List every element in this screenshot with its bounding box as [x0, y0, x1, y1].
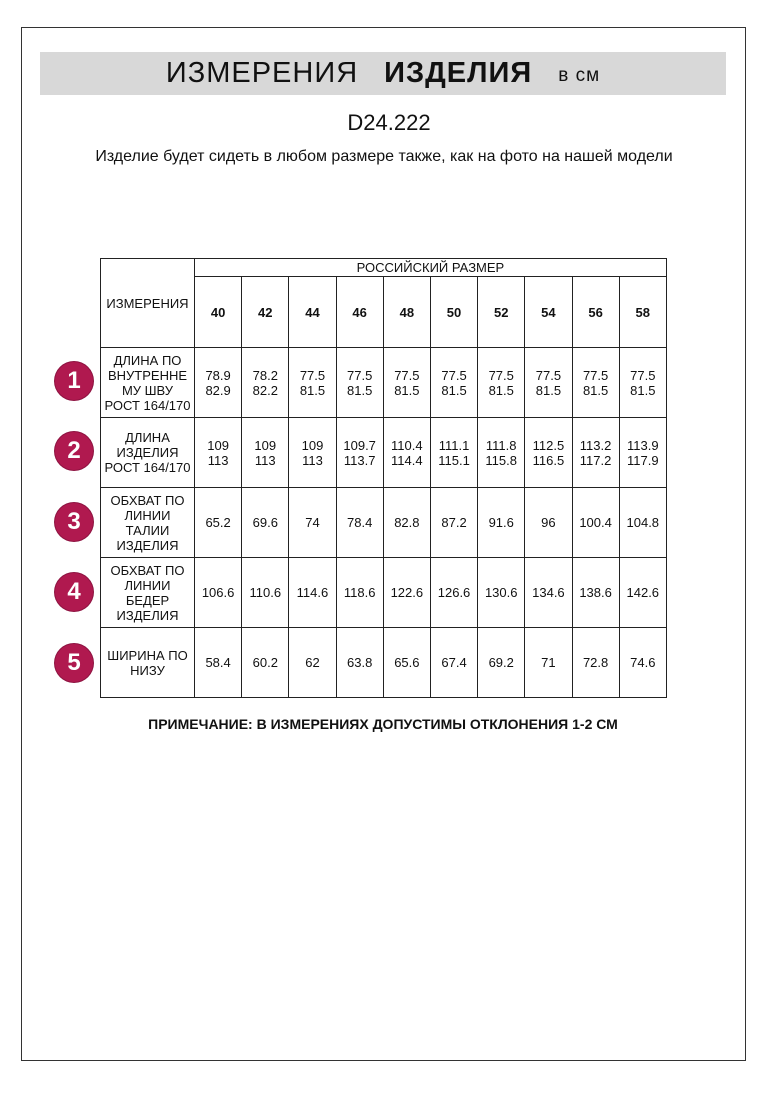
measurement-value-cell: [289, 558, 336, 628]
measurement-label: [101, 628, 195, 698]
size-header: 56: [572, 277, 619, 348]
measurement-value-cell: [525, 348, 572, 418]
measurement-value: 65.6: [394, 655, 420, 670]
size-header: 54: [525, 277, 572, 348]
measurement-label-line: ОБХВАТ ПО: [110, 492, 185, 508]
measurement-value-cell: [289, 348, 336, 418]
measurement-value: 114.6: [296, 585, 329, 600]
measurement-value: 111.1: [438, 437, 470, 453]
measurement-value: 115.8: [485, 452, 517, 468]
measurement-value-cell: [336, 558, 383, 628]
measurement-value-cell: [430, 558, 477, 628]
measurement-label-line: ЛИНИИ: [124, 507, 171, 523]
measurement-value: 78.9: [205, 367, 231, 383]
measurement-value: 77.5: [488, 367, 514, 383]
measurement-value: 65.2: [205, 515, 231, 530]
measurement-value: 77.5: [394, 367, 420, 383]
measurement-value: 109: [301, 437, 324, 453]
measurement-value-cell: [383, 488, 430, 558]
measurement-value: 81.5: [347, 382, 373, 398]
measurement-value: 69.2: [488, 655, 514, 670]
measurement-value-cell: [383, 558, 430, 628]
measurement-value-cell: [572, 418, 619, 488]
size-header: 50: [430, 277, 477, 348]
measurement-row: [101, 558, 667, 628]
measurement-label-line: ИЗДЕЛИЯ: [116, 445, 179, 460]
measurement-value-cell: [619, 418, 666, 488]
measurement-value: 74: [305, 515, 320, 530]
measurement-value: 60.2: [252, 655, 278, 670]
measurement-value-cell: [195, 558, 242, 628]
measurement-value: 77.5: [582, 367, 609, 383]
measurement-value-cell: [619, 488, 666, 558]
row-number-badge: 1: [55, 362, 93, 400]
measurements-header: ИЗМЕРЕНИЯ: [101, 259, 195, 348]
measurement-value: 117.2: [579, 452, 612, 468]
article-code: D24.222: [347, 110, 431, 135]
measurement-value-cell: [619, 348, 666, 418]
measurement-value-cell: [289, 418, 336, 488]
row-number-badge: 5: [55, 644, 93, 682]
measurement-value: 87.2: [441, 515, 467, 530]
measurement-label-line: ОБХВАТ ПО: [110, 562, 185, 578]
measurement-value: 69.6: [252, 515, 278, 530]
size-header: 40: [195, 277, 242, 348]
measurement-value-cell: [242, 558, 289, 628]
row-number-badge: 2: [55, 432, 93, 470]
measurement-value: 71: [541, 655, 556, 670]
measurement-value-cell: [195, 628, 242, 698]
measurement-value: 113: [254, 452, 276, 468]
measurement-value: 77.5: [441, 367, 467, 383]
russian-size-header: РОССИЙСКИЙ РАЗМЕР: [195, 259, 667, 277]
measurement-value-cell: [242, 628, 289, 698]
measurement-value: 82.9: [205, 382, 231, 398]
measurement-label-line: МУ ШВУ: [121, 382, 174, 398]
measurement-value: 106.6: [201, 585, 235, 600]
size-header: 52: [478, 277, 525, 348]
measurement-value-cell: [383, 418, 430, 488]
measurement-value: 96: [541, 515, 556, 530]
measurement-value: 67.4: [441, 655, 467, 670]
measurement-value-cell: [430, 348, 477, 418]
measurement-label-line: РОСТ 164/170: [104, 460, 191, 475]
measurement-value: 104.8: [626, 515, 660, 530]
measurement-note: ПРИМЕЧАНИЕ: В ИЗМЕРЕНИЯХ ДОПУСТИМЫ ОТКЛОНЕНИЯ 1-2 СМ: [148, 716, 618, 732]
measurement-value: 109.7: [343, 437, 376, 453]
measurement-value-cell: [430, 488, 477, 558]
measurement-value: 72.8: [582, 655, 609, 670]
row-number-badge: 3: [55, 503, 93, 541]
measurement-label-line: ШИРИНА ПО: [107, 647, 188, 663]
measurement-value-cell: [242, 348, 289, 418]
measurement-value-cell: [478, 418, 525, 488]
measurement-value: 81.5: [535, 382, 562, 398]
measurement-value-cell: [478, 628, 525, 698]
measurement-value: 63.8: [347, 655, 373, 670]
measurement-label-line: ДЛИНА: [125, 430, 170, 445]
measurement-value-cell: [478, 348, 525, 418]
size-header: 44: [289, 277, 336, 348]
size-header: 48: [383, 277, 430, 348]
measurement-value: 115.1: [438, 452, 470, 468]
measurement-value-cell: [336, 418, 383, 488]
title-part-product: ИЗДЕЛИЯ: [384, 57, 533, 89]
measurement-label-line: ТАЛИИ: [125, 522, 170, 538]
measurement-value: 117.9: [626, 452, 659, 468]
measurement-value-cell: [336, 488, 383, 558]
measurement-value-cell: [195, 488, 242, 558]
size-header: 46: [336, 277, 383, 348]
measurement-row: [101, 418, 667, 488]
measurement-value: 81.5: [582, 382, 609, 398]
measurement-value-cell: [478, 558, 525, 628]
row-number-badge: 4: [55, 573, 93, 611]
measurement-value-cell: [572, 558, 619, 628]
measurement-value: 82.8: [394, 515, 420, 530]
measurement-label-line: ЛИНИИ: [124, 577, 171, 593]
measurement-value-cell: [525, 558, 572, 628]
title-bar: [40, 52, 726, 95]
measurement-value: 100.4: [579, 515, 612, 530]
measurement-value-cell: [289, 628, 336, 698]
measurement-value-cell: [383, 348, 430, 418]
measurement-value: 78.2: [252, 367, 278, 383]
measurement-value: 81.5: [441, 382, 467, 398]
measurement-value: 116.5: [532, 452, 565, 468]
measurement-label: [101, 558, 195, 628]
measurement-value: 81.5: [394, 382, 420, 398]
measurement-value: 126.6: [437, 585, 471, 600]
measurement-value-cell: [195, 418, 242, 488]
measurement-value: 77.5: [630, 367, 656, 383]
measurement-value-cell: [525, 488, 572, 558]
measurement-value: 77.5: [347, 367, 373, 383]
measurement-value-cell: [336, 628, 383, 698]
measurement-value: 142.6: [626, 585, 660, 600]
measurement-value-cell: [525, 628, 572, 698]
measurement-label-line: РОСТ 164/170: [104, 397, 191, 413]
measurement-value-cell: [572, 628, 619, 698]
measurement-value-cell: [430, 628, 477, 698]
measurement-value: 138.6: [579, 585, 612, 600]
measurement-value: 112.5: [532, 437, 565, 453]
fit-description: Изделие будет сидеть в любом размере также, как на фото на нашей модели: [95, 148, 673, 165]
measurement-value-cell: [525, 418, 572, 488]
measurement-value-cell: [572, 488, 619, 558]
measurement-value: 118.6: [343, 585, 376, 600]
measurement-value: 111.8: [485, 437, 517, 453]
measurement-value-cell: [336, 348, 383, 418]
measurement-value: 113: [302, 452, 323, 468]
size-header: 42: [242, 277, 289, 348]
measurement-row: [101, 488, 667, 558]
measurement-value: 78.4: [347, 515, 373, 530]
measurement-value: 122.6: [390, 585, 424, 600]
measurement-value: 110.4: [391, 437, 423, 453]
measurement-value: 77.5: [535, 367, 562, 383]
measurement-label: [101, 418, 195, 488]
measurement-label-line: НИЗУ: [130, 662, 165, 678]
measurement-value-cell: [383, 628, 430, 698]
measurement-value: 74.6: [630, 655, 656, 670]
measurement-value-cell: [430, 418, 477, 488]
measurement-value: 113.7: [343, 452, 376, 468]
measurement-value-cell: [242, 488, 289, 558]
measurement-value: 113.2: [579, 437, 612, 453]
title-part-unit: в см: [558, 64, 601, 86]
measurement-row: [101, 348, 667, 418]
measurement-label: [101, 488, 195, 558]
measurement-label-line: БЕДЕР: [125, 592, 170, 608]
size-table: [100, 258, 667, 698]
measurement-value-cell: [572, 348, 619, 418]
measurement-value-cell: [242, 418, 289, 488]
measurement-value-cell: [195, 348, 242, 418]
measurement-value-cell: [619, 628, 666, 698]
measurement-value: 62: [305, 655, 320, 670]
measurement-value-cell: [619, 558, 666, 628]
measurement-value: 82.2: [252, 382, 278, 398]
measurement-value: 81.5: [488, 382, 514, 398]
measurement-value: 58.4: [205, 655, 231, 670]
measurement-row: [101, 628, 667, 698]
measurement-value: 109: [207, 437, 229, 453]
title-part-measurements: ИЗМЕРЕНИЯ: [165, 57, 359, 89]
measurement-label-line: ИЗДЕЛИЯ: [116, 607, 179, 623]
size-header: 58: [619, 277, 666, 348]
measurement-value-cell: [289, 488, 336, 558]
measurement-value: 114.4: [391, 452, 423, 468]
measurement-value: 77.5: [299, 367, 326, 383]
measurement-value: 91.6: [488, 515, 514, 530]
measurement-value: 134.6: [532, 585, 565, 600]
measurement-value: 130.6: [484, 585, 518, 600]
measurement-label-line: ДЛИНА ПО: [113, 352, 182, 368]
measurement-label: [101, 348, 195, 418]
measurement-label-line: ВНУТРЕННЕ: [107, 367, 188, 383]
measurement-value-cell: [478, 488, 525, 558]
measurement-value: 81.5: [630, 382, 656, 398]
measurement-value: 113.9: [626, 437, 659, 453]
measurement-value: 109: [254, 437, 277, 453]
measurement-value: 81.5: [299, 382, 326, 398]
measurement-value: 110.6: [249, 585, 282, 600]
measurement-label-line: ИЗДЕЛИЯ: [116, 537, 179, 553]
measurement-value: 113: [207, 452, 229, 468]
